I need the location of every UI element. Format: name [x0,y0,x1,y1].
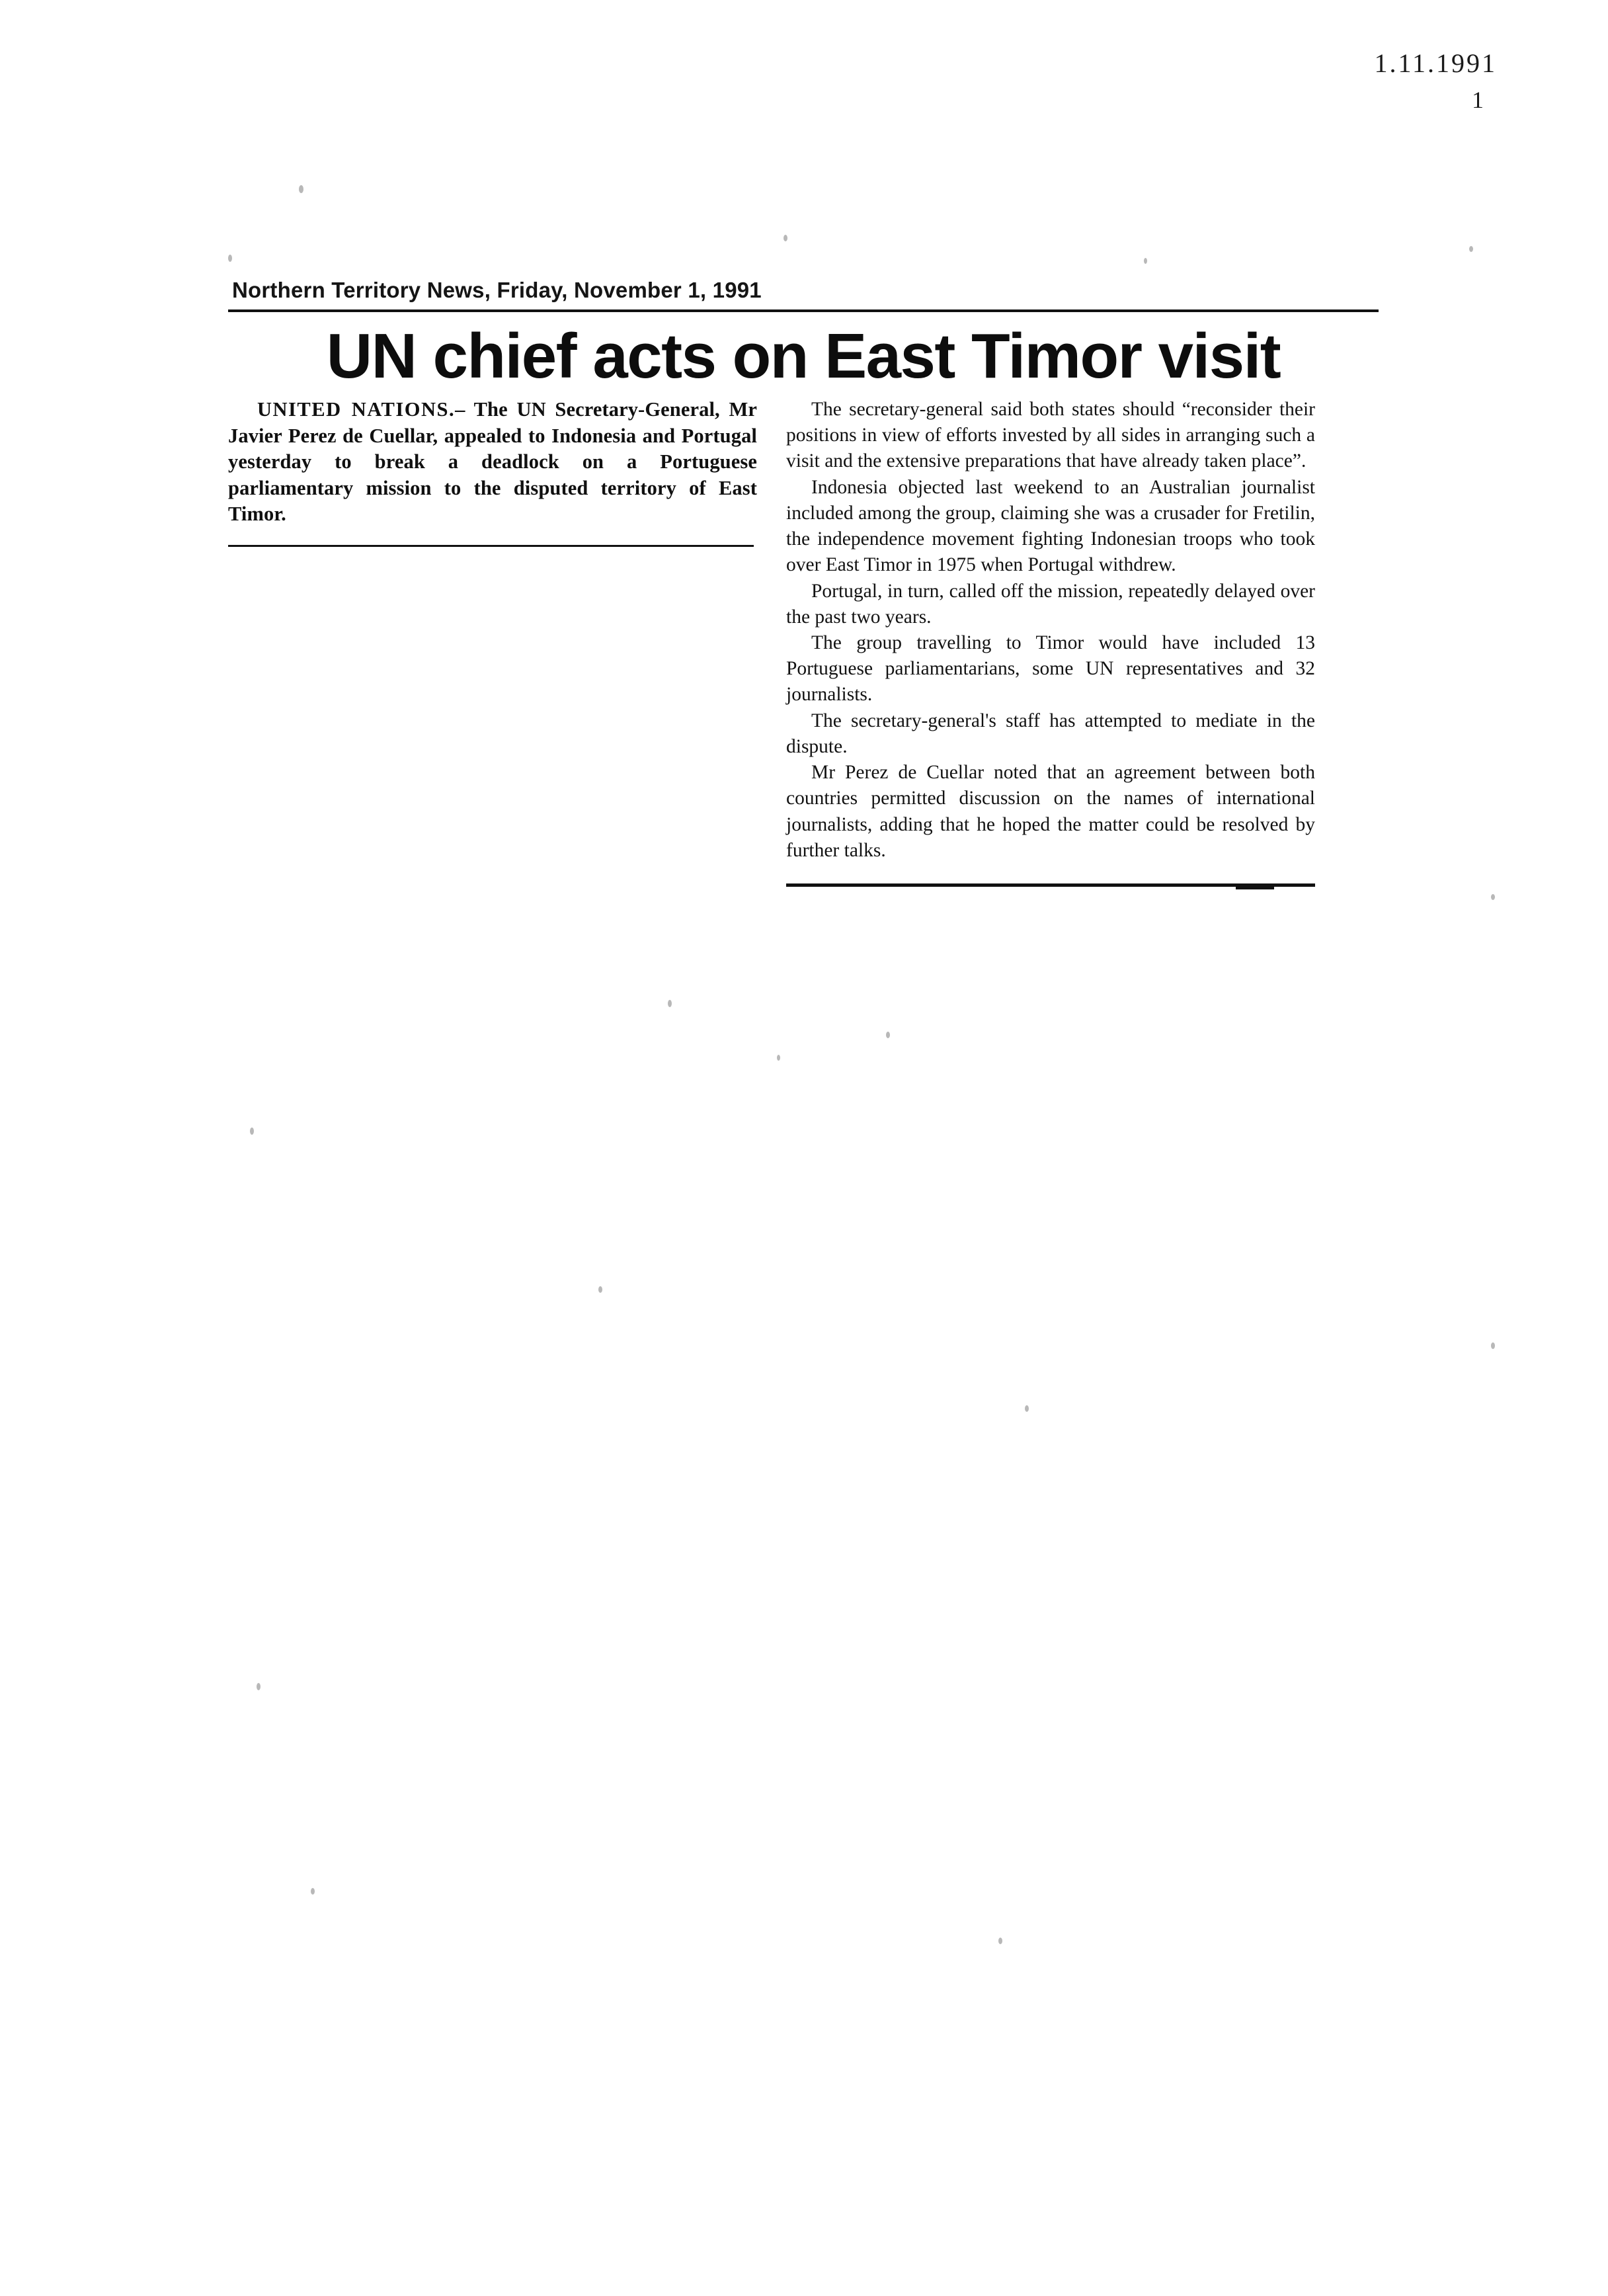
scan-speck [777,1055,780,1061]
scan-speck [1469,246,1473,252]
scan-speck [998,1938,1002,1944]
archive-date-stamp: 1.11.1991 [1374,48,1497,78]
scan-speck [257,1683,261,1690]
scan-speck [228,255,232,262]
lead-text: – The UN Secretary-General, Mr Javier Perez de Cuellar, appealed to Indonesia and Portugal yesterday to break a deadlock on a Portuguese parliamentary mission to the disputed territory of East Timor. [228,397,757,526]
scan-speck [598,1286,602,1293]
scan-speck [784,235,787,241]
body-paragraph: Mr Perez de Cuellar noted that an agreement between both countries permitted discussion on the names of international journalists, adding that he hoped the matter could be resolved by further talks. [786,762,1315,861]
body-paragraph: The group travelling to Timor would have included 13 Portuguese parliamentarians, some UN representatives and 32 journalists. [786,632,1315,706]
lead-paragraph [228,397,757,528]
left-column [228,397,757,547]
article-columns [228,397,1379,893]
scan-speck [668,1000,672,1007]
body-paragraph: Indonesia objected last weekend to an Australian journalist included among the group, claiming she was a crusader for Fretilin, the independence movement fighting Indonesian troops who took over East Timor in 1975 when Portugal withdrew. [786,476,1315,576]
masthead-rule [228,309,1379,312]
body-paragraph: The secretary-general's staff has attempted to mediate in the dispute. [786,710,1315,757]
scan-speck [250,1128,254,1135]
masthead-line: Northern Territory News, Friday, November 1, 1991 [232,278,762,302]
body-paragraph: Portugal, in turn, called off the mission, repeatedly delayed over the past two years. [786,580,1315,628]
lead-kicker: UNITED NATIONS. [257,397,456,421]
scan-speck [1144,258,1147,264]
scan-speck [1025,1405,1029,1412]
body-paragraph: The secretary-general said both states should “reconsider their positions in view of efforts invested by all sides in arranging such a visit and the extensive preparations that have already taken place”. [786,398,1315,472]
left-column-rule [228,545,754,547]
scan-speck [886,1032,890,1038]
article-end-rule-stub [786,887,1315,893]
scan-speck [1491,1342,1495,1349]
right-column [786,397,1315,893]
archive-page-number: 1 [1472,87,1484,113]
scan-speck [311,1888,315,1895]
scan-speck [1491,894,1495,900]
newspaper-clipping [228,278,1379,893]
scan-speck [299,185,303,193]
article-headline: UN chief acts on East Timor visit [326,321,1281,391]
